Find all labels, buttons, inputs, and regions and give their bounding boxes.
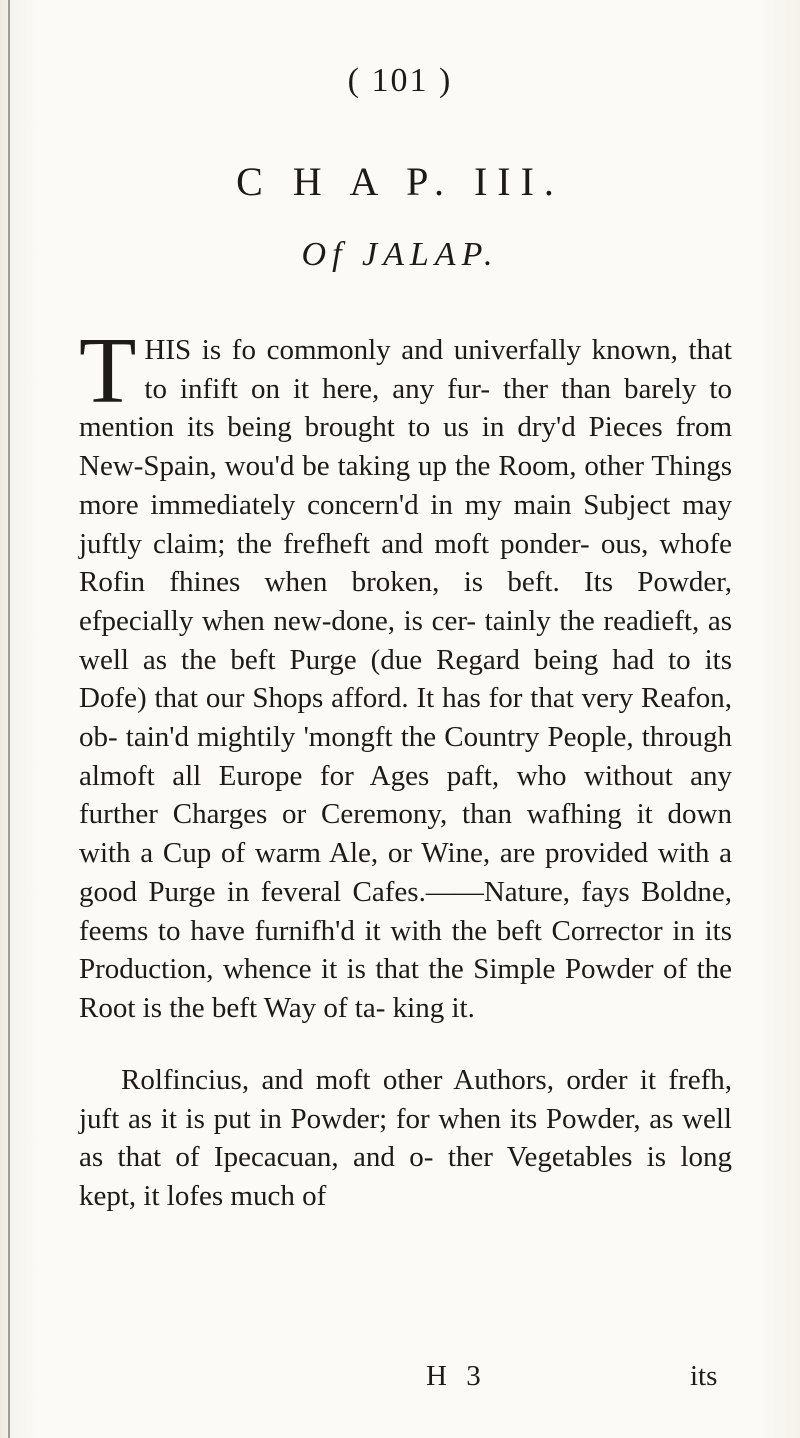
chapter-subtitle: Of JALAP. (301, 236, 499, 273)
catchword: its (690, 1360, 718, 1392)
page-binding-edge (8, 0, 10, 1438)
signature-mark: H 3 (426, 1360, 487, 1392)
paragraph-1-text: HIS is fo commonly and univerfally known, that to infift on it here, any fur- ther than barely to mention its being brought to us in dry'd Pieces from New-Spain, wou'd be taking up the Room, other Things more immediately concern'd in my main Subject may juftly claim; the frefheft and moft ponder- ous, whofe Rofin fhines when broken, is beft. Its Powder, efpecially when new-done, is cer- tainly the readieft, as well as the beft Purge (due Regard being had to its Dofe) that our Shops afford. It has for that very Reafon, ob- tain'd mightily 'mongft the Country People, through almoft all Europe for Ages paft, who without any further Charges or Ceremony, than wafhing it down with a Cup of warm Ale, or Wine, are provided with a good Purge in feveral Cafes.——Nature, fays Boldne, feems to have furnifh'd it with the beft Corrector in its Production, whence it is that the Simple Powder of the Root is the beft Way of ta- king it. (79, 334, 732, 1024)
drop-cap: T (79, 319, 137, 423)
paragraph-2: Rolfincius, and moft other Authors, order it frefh, juft as it is put in Powder; for when its Powder, as well as that of Ipecacuan, and o- ther Vegetables is long kept, it lofes much of (79, 1064, 732, 1213)
paragraph-1 (79, 319, 732, 1028)
page-number: ( 101 ) (347, 62, 453, 99)
chapter-heading: C H A P. III. (236, 159, 564, 204)
